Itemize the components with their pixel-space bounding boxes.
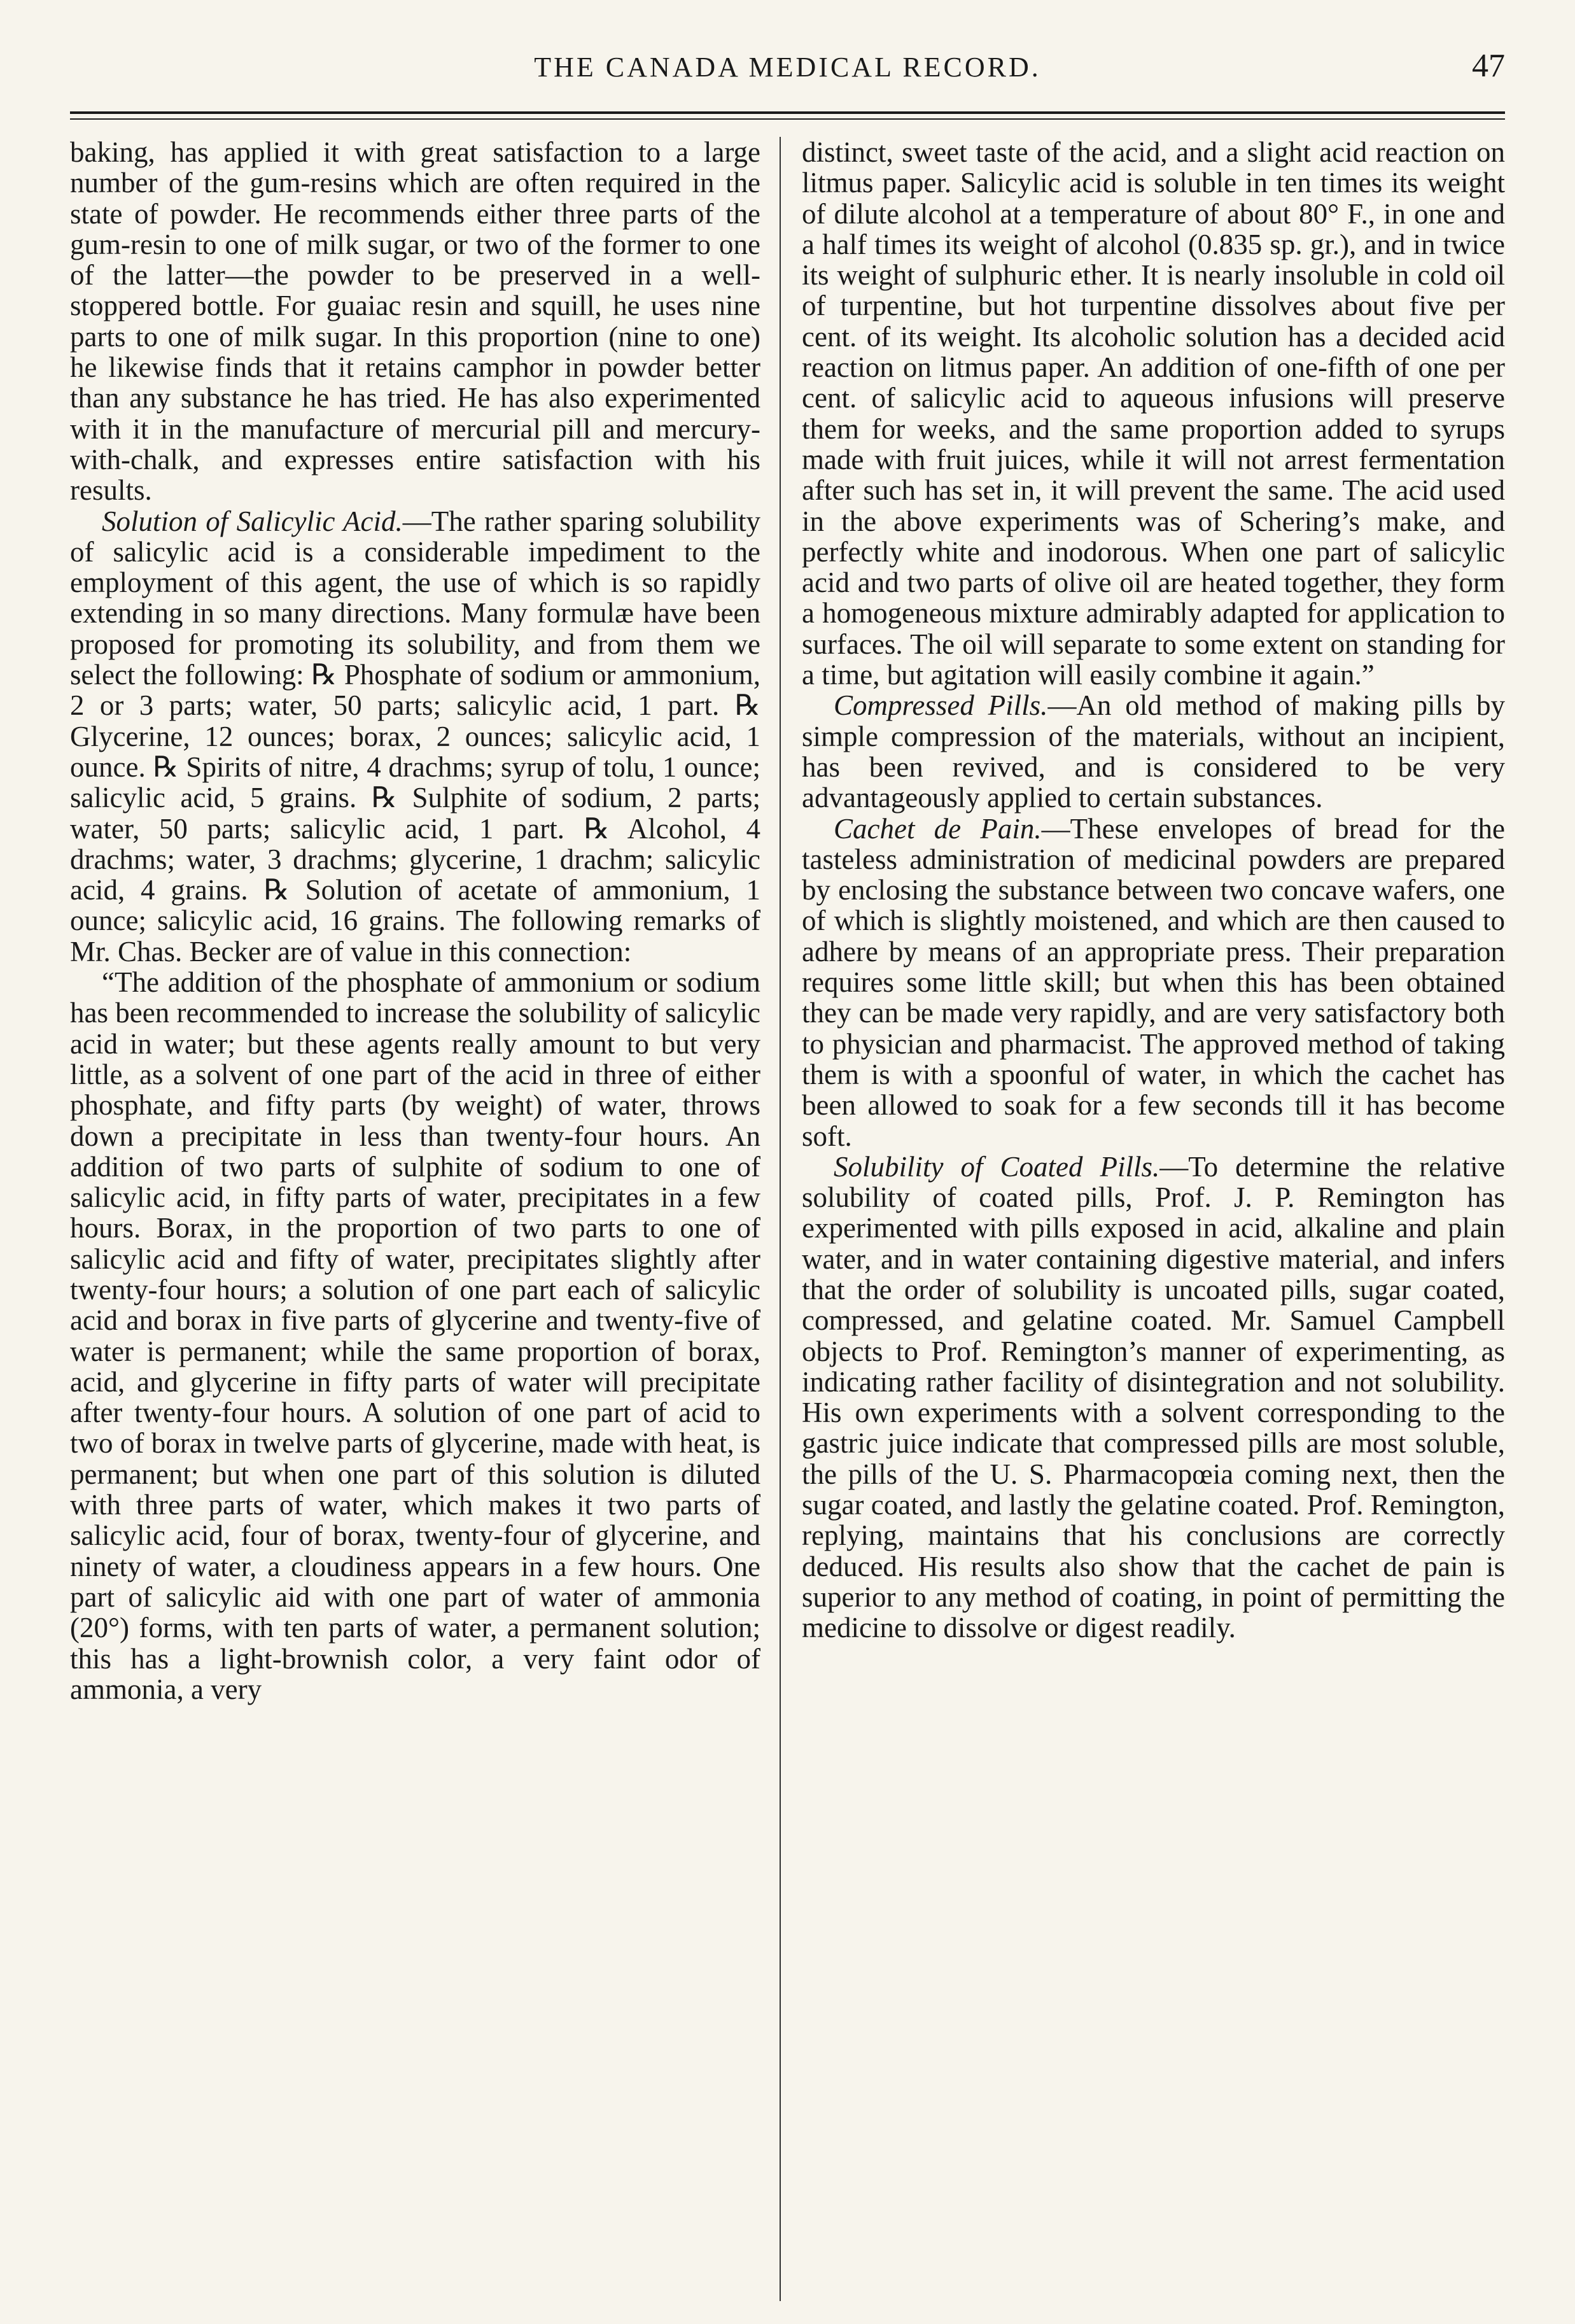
header-rule-thick [70,111,1505,114]
section-title: Solution of Salicylic Acid. [102,505,403,537]
paragraph-becker-quote: “The addition of the phosphate of ammonium or sodium has been recommended to increase the solubility of salicylic acid in water; but these agents really amount to but very little, as a solvent of one part of the acid in three of either phosphate, and fifty parts (by weight) of water, throws down a precipitate in less than twenty-four hours. An addition of two parts of sulphite of sodium to one of salicylic acid, in fifty parts of water, precipitates in a few hours. Borax, in the proportion of two parts to one of salicylic acid and fifty of water, precipitates slightly after twenty-four hours; a solution of one part each of salicylic acid and borax in five parts of glycerine and twenty-five of water is permanent; while the same proportion of borax, acid, and glycerine in fifty parts of water will precipitate after twenty-four hours. A solution of one part of acid to two of borax in twelve parts of glycerine, made with heat, is permanent; but when one part of this solution is diluted with three parts of water, which makes it two parts of salicylic acid, four of borax, twenty-four of glycerine, and ninety of water, a cloudiness appears in a few hours. One part of salicylic aid with one part of water of ammonia (20°) forms, with ten parts of water, a permanent solution; this has a light-brownish color, a very faint odor of ammonia, a very [70,966,760,1705]
paragraph-solution-salicylic-acid [70,506,760,967]
page-number: 47 [1472,48,1505,84]
paragraph-gum-resins: baking, has applied it with great satisfaction to a large number of the gum-resins which are often required in the state of powder. He recommends either three parts of the gum-resin to one of milk sugar, or two of the former to one of the latter—the powder to be preserved in a well-stoppered bottle. For guaiac resin and squill, he uses nine parts to one of milk sugar. In this proportion (nine to one) he likewise finds that it retains camphor in powder better than any substance he has tried. He has also experimented with it in the manufacture of mercurial pill and mercury-with-chalk, and expresses entire satisfaction with his results. [70,137,760,507]
running-title: THE CANADA MEDICAL RECORD. [534,52,1041,83]
paragraph-compressed-pills [802,690,1505,813]
column-divider [780,137,781,2301]
section-title: Compressed Pills. [834,689,1048,722]
section-body: —These envelopes of bread for the tasteless administration of medicinal powders are prepared by enclosing the substance between two concave wafers, one of which is slightly moistened, and which are then caused to adhere by means of an appropriate press. Their preparation requires some little skill; but when this has been obtained they can be made very rapidly, and are very satisfactory both to physician and pharmacist. The approved method of taking them is with a spoonful of water, in which the cachet has been allowed to soak for a few seconds till it has become soft. [802,812,1505,1152]
header-rule-thin [70,118,1505,120]
right-column [802,137,1505,2295]
section-body: —To determine the relative solubility of coated pills, Prof. J. P. Remington has experimented with pills exposed in acid, alkaline and plain water, and in water containing digestive material, and infers that the order of solubility is uncoated pills, sugar coated, compressed, and gelatine coated. Mr. Samuel Campbell objects to Prof. Remington’s manner of experimenting, as indicating rather facility of disintegration and not solubility. His own experiments with a solvent corresponding to the gastric juice indicate that compressed pills are most soluble, the pills of the U. S. Pharmacopœia coming next, then the sugar coated, and lastly the gelatine coated. Prof. Remington, replying, maintains that his conclusions are correctly deduced. His results also show that the cachet de pain is superior to any method of coating, in point of permitting the medicine to dissolve or digest readily. [802,1150,1505,1644]
paragraph-coated-pills [802,1151,1505,1644]
left-column [70,137,760,2295]
section-body: —An old method of making pills by simple compression of the materials, without an incipient, has been revived, and is considered to be very advantageously applied to certain substances. [802,689,1505,814]
paragraph-cachet-de-pain [802,813,1505,1151]
section-title: Cachet de Pain. [834,812,1042,845]
paragraph-quote-continued: distinct, sweet taste of the acid, and a slight acid reaction on litmus paper. Salicylic acid is soluble in ten times its weight of dilute alcohol at a temperature of about 80° F., in one and a half times its weight of alcohol (0.835 sp. gr.), and in twice its weight of sulphuric ether. It is nearly insoluble in cold oil of turpentine, but hot turpentine dissolves about five per cent. of its weight. Its alcoholic solution has a decided acid reaction on litmus paper. An addition of one-fifth of one per cent. of salicylic acid to aqueous infusions will preserve them for weeks, and the same proportion added to syrups made with fruit juices, while it will not arrest fermentation after such has set in, it will prevent the same. The acid used in the above experiments was of Schering’s make, and perfectly white and inodorous. When one part of salicylic acid and two parts of olive oil are heated together, they form a homogeneous mixture admirably adapted for application to surfaces. The oil will separate to some extent on standing for a time, but agitation will easily combine it again.” [802,137,1505,691]
page-header [70,45,1505,89]
section-body: —The rather sparing solubility of salicylic acid is a considerable impediment to the employment of this agent, the use of which is so rapidly extending in so many directions. Many formulæ have been proposed for promoting its solubility, and from them we select the following: ℞ Phosphate of sodium or ammonium, 2 or 3 parts; water, 50 parts; salicylic acid, 1 part. ℞ Glycerine, 12 ounces; borax, 2 ounces; salicylic acid, 1 ounce. ℞ Spirits of nitre, 4 drachms; syrup of tolu, 1 ounce; salicylic acid, 5 grains. ℞ Sulphite of sodium, 2 parts; water, 50 parts; salicylic acid, 1 part. ℞ Alcohol, 4 drachms; water, 3 drachms; glycerine, 1 drachm; salicylic acid, 4 grains. ℞ Solution of acetate of ammonium, 1 ounce; salicylic acid, 16 grains. The following remarks of Mr. Chas. Becker are of value in this connection: [70,505,760,968]
section-title: Solubility of Coated Pills. [834,1150,1160,1183]
